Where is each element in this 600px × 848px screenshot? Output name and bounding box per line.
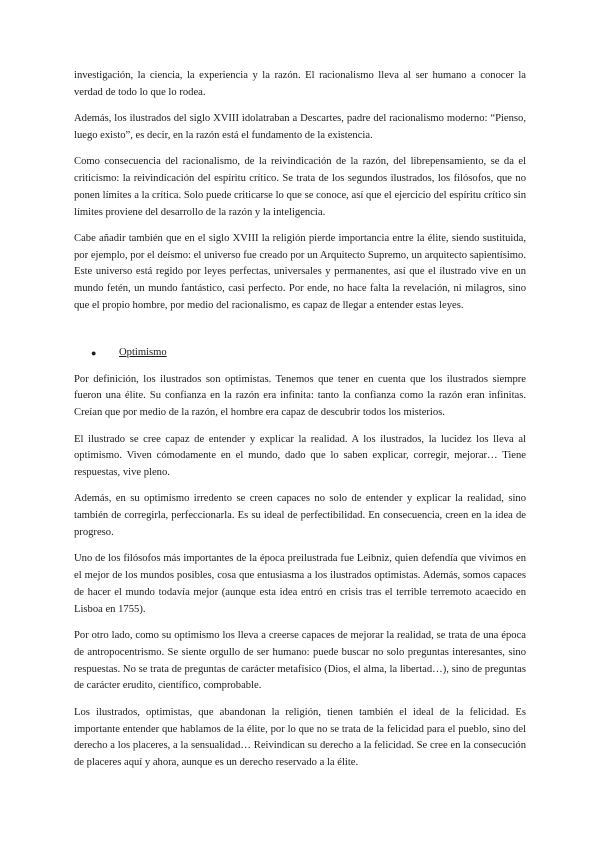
section-heading-text: Optimismo <box>119 346 167 358</box>
bullet-icon: ● <box>91 347 97 358</box>
paragraph: Además, los ilustrados del siglo XVIII idolatraban a Descartes, padre del racionalismo moderno: “Pienso, luego existo”, es decir, en la razón está el fundamento de la existencia. <box>74 113 526 141</box>
section-heading <box>74 345 526 362</box>
paragraph: Además, en su optimismo irredento se creen capaces no solo de entender y explicar la realidad, sino también de corregirla, perfeccionarla. Es su ideal de perfectibilidad. En consecuencia, creen en la idea de progreso. <box>74 493 526 539</box>
paragraph: Como consecuencia del racionalismo, de la reivindicación de la razón, del librepensamiento, se da el criticismo: la reivindicación del espíritu crítico. Se trata de los segundos ilustrados, los filósofos, que no ponen límites a la crítica. Solo puede criticarse lo que se conoce, así que el ejercicio del espíritu crítico sin límites proviene del desarrollo de la razón y la inteligencia. <box>74 156 526 218</box>
paragraph: investigación, la ciencia, la experiencia y la razón. El racionalismo lleva al ser humano a conocer la verdad de todo lo que lo rodea. <box>74 70 526 98</box>
paragraph: Uno de los filósofos más importantes de la época preilustrada fue Leibniz, quien defendía que vivimos en el mejor de los mundos posibles, cosa que entusiasma a los ilustrados optimistas. Además, somos capaces de hacer el mundo todavía mejor (aunque esta idea entró en crisis tras el terrible terremoto acaecido en Lisboa en 1755). <box>74 553 526 615</box>
paragraph: Cabe añadir también que en el siglo XVIII la religión pierde importancia entre la élite, siendo sustituida, por ejemplo, por el deísmo: el universo fue creado por un Arquitecto Supremo, un arquitecto sapientísimo. Este universo está regido por leyes perfectas, universales y permanentes, así que el ilustrado vive en un mundo fetén, un mundo fantástico, casi perfecto. Por ende, no hace falta la revelación, ni milagros, sino que el propio hombre, por medio del racionalismo, es capaz de llegar a entender estas leyes. <box>74 232 526 312</box>
document-page <box>74 68 526 781</box>
paragraph: Los ilustrados, optimistas, que abandonan la religión, tienen también el ideal de la felicidad. Es importante entender que hablamos de la élite, por lo que no se trata de la felicidad para el pueblo, sino del derecho a los placeres, a la sensualidad… Reivindican su derecho a la felicidad. Se cree en la consecución de placeres aquí y ahora, aunque es un derecho reservado a la élite. <box>74 706 526 769</box>
paragraph: Por definición, los ilustrados son optimistas. Tenemos que tener en cuenta que los ilustrados siempre fueron una élite. Su confianza en la razón era infinita: tanto la confianza como la razón eran infinitas. Creían que por medio de la razón, el hombre era capaz de descubrir todos los misterios. <box>74 373 526 419</box>
paragraph: El ilustrado se cree capaz de entender y explicar la realidad. A los ilustrados, la lucidez los lleva al optimismo. Viven cómodamente en el mundo, dado que lo saben explicar, corregir, mejorar… Tiene respuestas, vive pleno. <box>74 433 526 479</box>
paragraph: Por otro lado, como su optimismo los lleva a creerse capaces de mejorar la realidad, se trata de una época de antropocentrismo. Se siente orgullo de ser humano: puede buscar no solo preguntas interesantes, sino respuestas. No se trata de preguntas de carácter metafísico (Dios, el alma, la libertad…), sino de preguntas de carácter erudito, científico, comprobable. <box>74 630 526 692</box>
